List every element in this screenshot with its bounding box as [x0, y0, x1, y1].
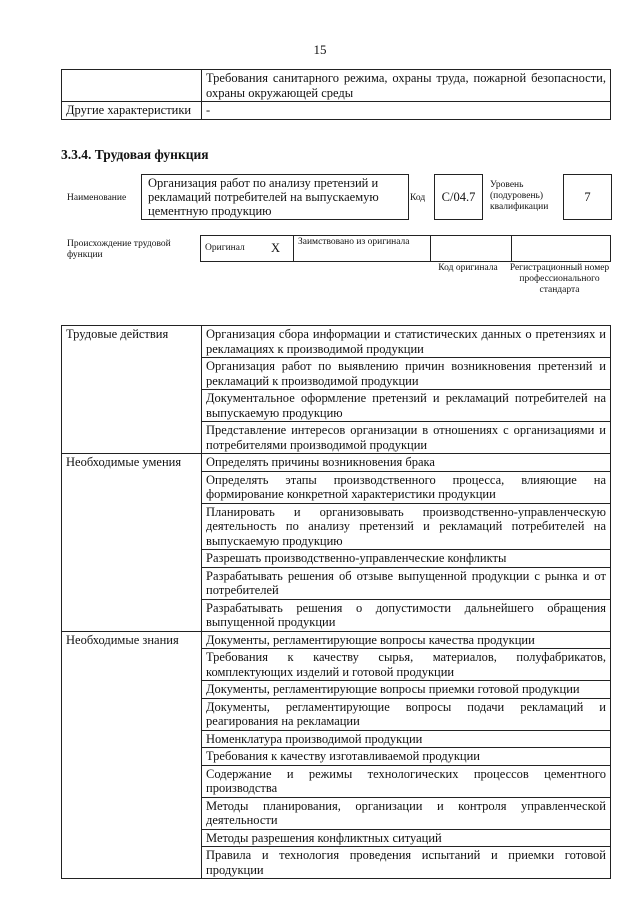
- list-item: Документальное оформление претензий и рекламаций потребителей на выпускаемую продукцию: [202, 390, 611, 422]
- list-item: Определять этапы производственного процесса, влияющие на формирование конкретной характеристики продукции: [202, 471, 611, 503]
- list-item: Требования к качеству изготавливаемой продукции: [202, 748, 611, 766]
- list-item: Разрабатывать решения о допустимости дальнейшего обращения выпущенной продукции: [202, 599, 611, 631]
- requirements-text: Требования санитарного режима, охраны труда, пожарной безопасности, охраны окружающей среды: [202, 70, 611, 102]
- list-item: Документы, регламентирующие вопросы качества продукции: [202, 631, 611, 649]
- origin-table: [200, 235, 611, 262]
- list-item: Методы планирования, организации и контроля управленческой деятельности: [202, 797, 611, 829]
- list-item: Планировать и организовывать производственно-управленческую деятельность по анализу претензий и рекламаций потребителей на выпускаемую продукцию: [202, 503, 611, 550]
- list-item: Документы, регламентирующие вопросы приемки готовой продукции: [202, 681, 611, 699]
- registration-number-cell: [512, 236, 611, 262]
- function-name: Организация работ по анализу претензий и рекламаций потребителей на выпускаемую цементную продукцию: [141, 174, 409, 220]
- origin-label: Происхождение трудовой функции: [67, 239, 171, 260]
- borrowed-label: Заимствовано из оригинала: [294, 236, 431, 262]
- list-item: Правила и технология проведения испытаний и приемки готовой продукции: [202, 847, 611, 879]
- other-characteristics-value: -: [202, 102, 611, 120]
- characteristics-table: [61, 69, 611, 120]
- section-title-skills: Необходимые умения: [62, 454, 202, 632]
- level-label: Уровень (подуровень) квалификации: [490, 180, 549, 212]
- original-code-cell: [431, 236, 512, 262]
- list-item: Разрабатывать решения об отзыве выпущенной продукции с рынка и от потребителей: [202, 567, 611, 599]
- qualification-level: 7: [563, 174, 612, 220]
- list-item: Документы, регламентирующие вопросы подачи рекламаций и реагирования на рекламации: [202, 698, 611, 730]
- list-item: Методы разрешения конфликтных ситуаций: [202, 829, 611, 847]
- list-item: Организация сбора информации и статистических данных о претензиях и рекламациях к производимой продукции: [202, 326, 611, 358]
- function-code: C/04.7: [434, 174, 483, 220]
- list-item: Определять причины возникновения брака: [202, 454, 611, 472]
- list-item: Разрешать производственно-управленческие конфликты: [202, 550, 611, 568]
- section-title-knowledge: Необходимые знания: [62, 631, 202, 879]
- original-mark: X: [267, 236, 294, 262]
- section-title-actions: Трудовые действия: [62, 326, 202, 454]
- list-item: Содержание и режимы технологических процессов цементного производства: [202, 765, 611, 797]
- page-number: 15: [313, 42, 327, 57]
- registration-caption: Регистрационный номер профессионального стандарта: [509, 263, 610, 295]
- list-item: Организация работ по выявлению причин возникновения претензий и рекламаций к производимой продукции: [202, 358, 611, 390]
- code-caption: Код оригинала: [438, 263, 498, 273]
- list-item: Представление интересов организации в отношениях с организациями и потребителями производимой продукции: [202, 422, 611, 454]
- list-item: Требования к качеству сырья, материалов, полуфабрикатов, комплектующих изделий и готовой продукции: [202, 649, 611, 681]
- code-label: Код: [410, 193, 426, 203]
- list-item: Номенклатура производимой продукции: [202, 730, 611, 748]
- function-details-table: [61, 325, 611, 879]
- original-label: Оригинал: [201, 236, 268, 262]
- name-label: Наименование: [67, 193, 127, 203]
- other-characteristics-label: Другие характеристики: [62, 102, 202, 120]
- section-title: 3.3.4. Трудовая функция: [61, 147, 209, 162]
